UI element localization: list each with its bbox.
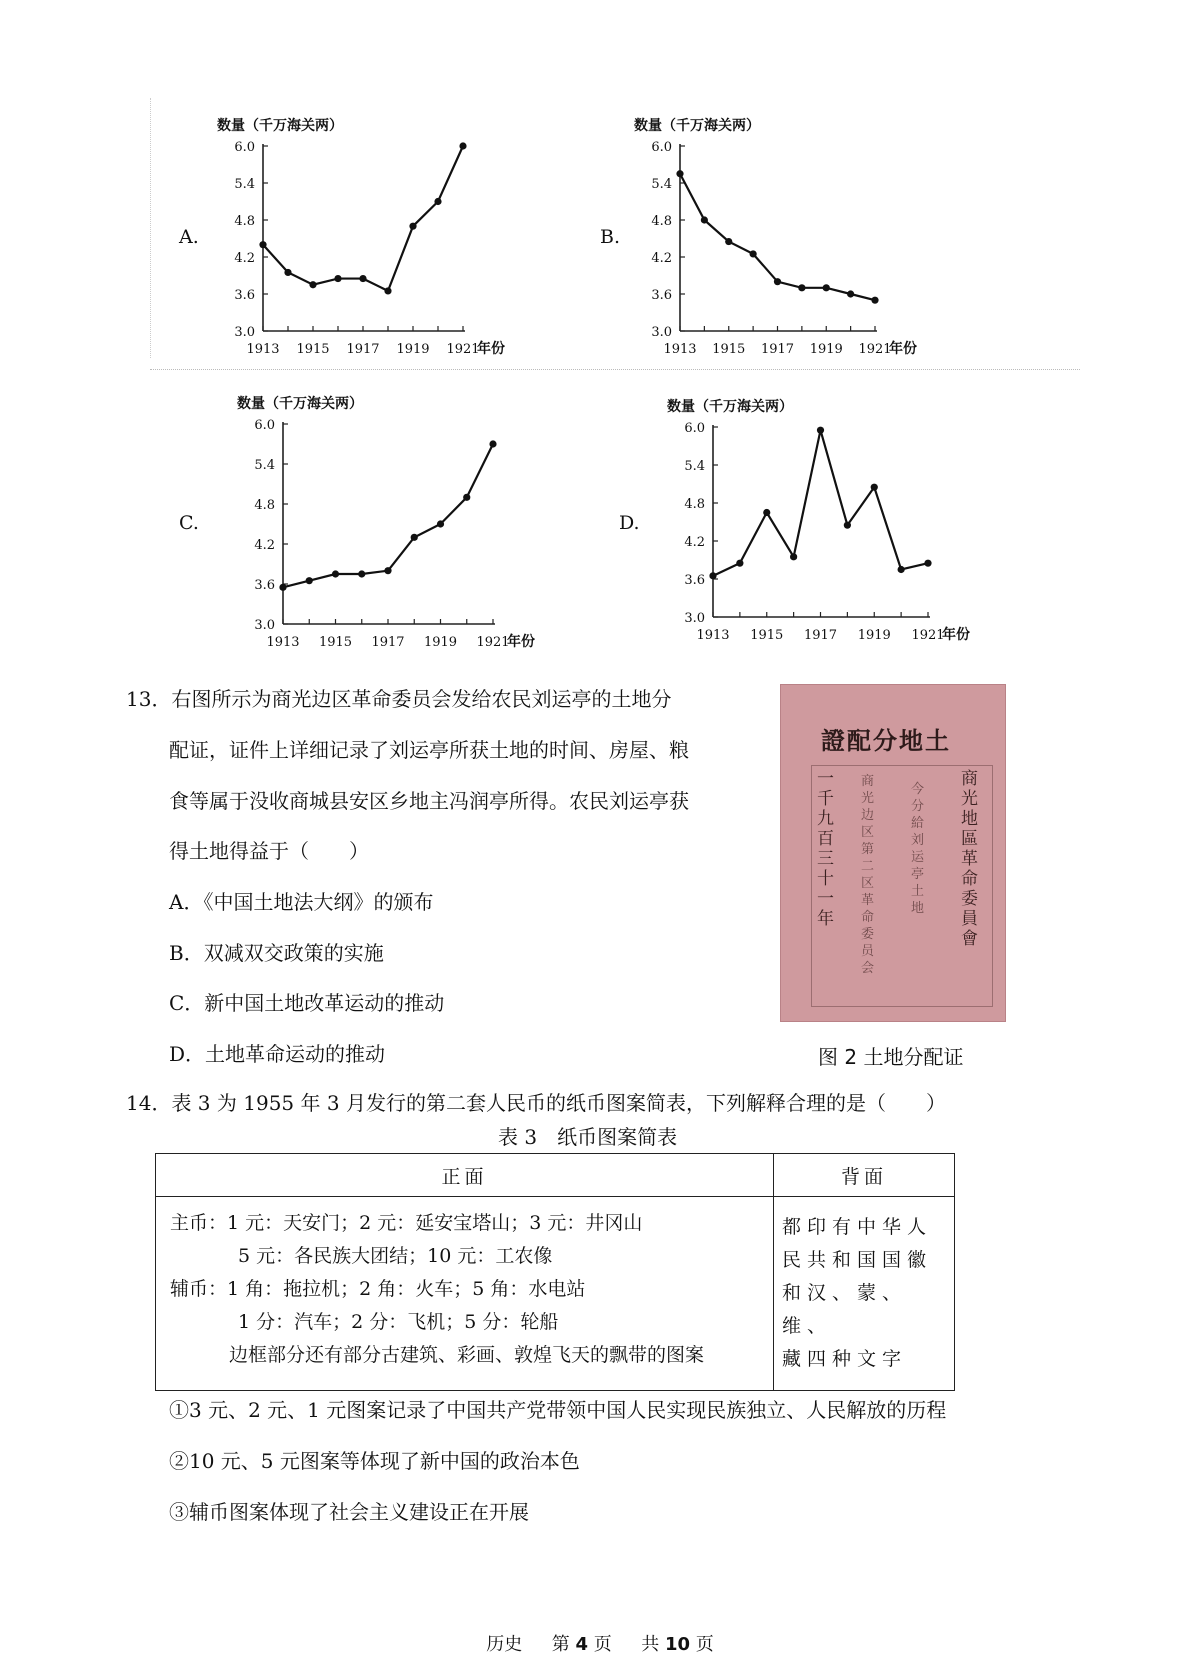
chart-b-y-axis-title: 数量（千万海关两） [634,118,760,134]
footer-total-unit: 页 [695,1634,714,1655]
chart-d-data-point [871,484,878,491]
chart-d-x-tick-label: 1921 [911,628,945,643]
front-line-main: 主币：1 元：天安门；2 元：延安宝塔山；3 元：井冈山 [170,1212,643,1234]
chart-b-x-tick-label: 1917 [760,342,795,357]
table-front-cell [156,1197,774,1391]
footer-subject: 历史 [486,1634,523,1655]
chart-d-y-tick-label: 4.8 [684,497,705,512]
front-line-fractional-2: 1 分：汽车；2 分：飞机；5 分：轮船 [238,1311,559,1333]
chart-b-x-tick-label: 1919 [809,342,843,357]
chart-c-data-point [384,567,391,574]
chart-c-data-point [306,577,313,584]
chart-c-data-point [437,520,444,527]
q13-line-4: 得土地得益于（ ） [169,839,369,863]
chart-b-x-tick-label: 1915 [712,342,746,357]
chart-c-x-tick-label: 1913 [266,635,300,650]
table-header-front: 正面 [156,1154,774,1197]
chart-d-data-point [817,427,824,434]
figure-caption: 图 2 土地分配证 [818,1045,964,1069]
chart-a-y-axis-title: 数量（千万海关两） [217,118,343,134]
table-header-back: 背面 [774,1154,955,1197]
chart-b-data-point [701,216,708,223]
chart-b-y-tick-label: 3.0 [651,325,672,340]
back-line-3: 和汉、蒙、维、 [782,1282,908,1337]
chart-b-data-point [725,238,732,245]
chart-a-y-tick-label: 5.4 [234,177,255,192]
option-letter-d: D. [619,512,640,534]
q14-statement-2: ②10 元、5 元图案等体现了新中国的政治本色 [169,1449,580,1473]
front-line-main-2: 5 元：各民族大团结；10 元：工农像 [238,1245,553,1267]
chart-d-x-tick-label: 1917 [803,628,838,643]
q14-statement-1: ①3 元、2 元、1 元图案记录了中国共产党带领中国人民实现民族独立、人民解放的历程 [169,1398,947,1422]
chart-b-data-point [750,250,757,257]
footer-page-number: 4 [575,1634,588,1655]
chart-c-y-axis-title: 数量（千万海关两） [237,396,363,412]
chart-c-y-tick-label: 3.0 [254,618,275,633]
certificate-handwriting-1: 商光边区第二区革命委员会 [861,774,875,976]
chart-c-y-tick-label: 5.4 [254,458,275,473]
chart-d-y-tick-label: 3.0 [684,611,705,626]
chart-a-data-point [309,281,316,288]
option-letter-c: C. [179,512,199,534]
chart-d-series-line [713,430,928,576]
chart-b-data-point [823,284,830,291]
front-line-fractional: 辅币：1 角：拖拉机；2 角：火车；5 角：水电站 [170,1278,586,1300]
chart-c-series-line [283,444,493,587]
chart-a-y-tick-label: 3.6 [234,288,255,303]
chart-c-y-tick-label: 3.6 [254,578,275,593]
chart-a-data-point [459,142,466,149]
chart-d-y-tick-label: 4.2 [684,535,705,550]
footer-total-prefix: 共 [641,1634,660,1655]
chart-c-x-tick-label: 1917 [371,635,405,650]
chart-a-data-point [359,275,366,282]
chart-c-x-tick-label: 1921 [476,635,510,650]
chart-c-x-tick-label: 1915 [318,635,353,650]
chart-a-x-tick-label: 1921 [446,342,480,357]
footer-page-unit: 页 [593,1634,612,1655]
q13-option-c[interactable]: C．新中国土地改革运动的推动 [169,991,445,1015]
page-footer [0,1630,1200,1656]
banknote-pattern-table [155,1153,955,1391]
chart-c-data-point [332,570,339,577]
certificate-issuer-column: 商光地區革命委員會 [961,769,978,949]
back-line-1: 都印有中华人 [782,1216,933,1238]
chart-b-y-tick-label: 5.4 [651,177,672,192]
chart-b-data-point [798,284,805,291]
table-back-cell [774,1197,955,1391]
chart-a-data-point [334,275,341,282]
table-header-row [156,1154,955,1197]
table-title: 表 3 纸币图案简表 [498,1125,678,1149]
q13-line-3: 食等属于没收商城县安区乡地主冯润亭所得。农民刘运亭获 [169,789,689,813]
chart-b-data-point [676,170,683,177]
back-line-2: 民共和国国徽 [782,1249,933,1271]
chart-d-data-point [736,560,743,567]
chart-c-x-tick-label: 1919 [423,635,458,650]
chart-b-y-tick-label: 3.6 [651,288,672,303]
q14-stem: 14．表 3 为 1955 年 3 月发行的第二套人民币的纸币图案简表，下列解释合理的是（ ） [126,1091,946,1115]
footer-total-number: 10 [664,1634,690,1655]
chart-d-x-tick-label: 1913 [696,628,730,643]
q14-statement-3: ③辅币图案体现了社会主义建设正在开展 [169,1500,529,1524]
chart-c-data-point [358,570,365,577]
q13-option-b[interactable]: B．双减双交政策的实施 [169,941,384,965]
chart-d-data-point [790,553,797,560]
chart-c-y-tick-label: 6.0 [254,418,275,433]
chart-d-x-tick-label: 1919 [857,628,891,643]
chart-d-data-point [709,572,716,579]
chart-b-x-axis-title: 年份 [889,341,917,357]
table-body-row [156,1197,955,1391]
chart-a-y-tick-label: 6.0 [234,140,255,155]
chart-a-y-tick-label: 3.0 [234,325,255,340]
chart-a-x-tick-label: 1913 [246,342,280,357]
chart-a-data-point [259,241,266,248]
chart-a-x-tick-label: 1917 [346,342,380,357]
back-line-4: 藏四种文字 [782,1348,908,1370]
option-letter-b: B. [600,226,621,248]
certificate-date-column: 一千九百三十一年 [817,769,834,929]
chart-b-x-tick-label: 1921 [858,342,892,357]
chart-a-x-axis-title: 年份 [477,341,505,357]
chart-d-data-point [763,509,770,516]
chart-d-y-tick-label: 5.4 [684,459,705,474]
footer-page-prefix: 第 [551,1634,570,1655]
chart-a-data-point [434,198,441,205]
chart-b-data-point [871,297,878,304]
chart-c-y-tick-label: 4.8 [254,498,275,513]
land-certificate-image [780,684,1006,1022]
chart-c-data-point [489,440,496,447]
front-line-border: 边框部分还有部分古建筑、彩画、敦煌飞天的飘带的图案 [228,1344,704,1366]
chart-b-y-tick-label: 6.0 [651,140,672,155]
chart-d-x-axis-title: 年份 [942,627,970,643]
chart-d-data-point [844,522,851,529]
chart-c-x-axis-title: 年份 [507,634,535,650]
chart-d-y-axis-title: 数量（千万海关两） [667,399,793,415]
chart-a-x-tick-label: 1919 [396,342,430,357]
chart-c-data-point [411,534,418,541]
chart-d-data-point [924,560,931,567]
q13-line-2: 配证，证件上详细记录了刘运亭所获土地的时间、房屋、粮 [169,738,689,762]
chart-d-x-tick-label: 1915 [750,628,784,643]
chart-a-y-tick-label: 4.8 [234,214,255,229]
q13-option-a[interactable]: A．《中国土地法大纲》的颁布 [169,890,434,914]
chart-c-y-tick-label: 4.2 [254,538,275,553]
q13-line-1: 13．右图所示为商光边区革命委员会发给农民刘运亭的土地分 [126,687,672,711]
q13-option-d[interactable]: D．土地革命运动的推动 [169,1042,386,1066]
chart-c-data-point [279,584,286,591]
chart-b-y-tick-label: 4.2 [651,251,672,266]
chart-b-x-tick-label: 1913 [663,342,697,357]
chart-a-y-tick-label: 4.2 [234,251,255,266]
option-letter-a: A. [179,226,199,248]
chart-d-data-point [898,566,905,573]
chart-d-y-tick-label: 3.6 [684,573,705,588]
chart-b-data-point [847,290,854,297]
chart-a-data-point [384,287,391,294]
chart-a-data-point [409,223,416,230]
chart-c-data-point [463,494,470,501]
chart-a-data-point [284,269,291,276]
certificate-title: 證配分地土 [821,726,951,755]
chart-d-y-tick-label: 6.0 [684,421,705,436]
chart-a-x-tick-label: 1915 [296,342,330,357]
certificate-handwriting-2: 今分給刘运亭土地 [911,782,925,916]
chart-b-data-point [774,278,781,285]
chart-layer [0,0,1200,660]
chart-b-y-tick-label: 4.8 [651,214,672,229]
chart-a-series-line [263,146,463,291]
